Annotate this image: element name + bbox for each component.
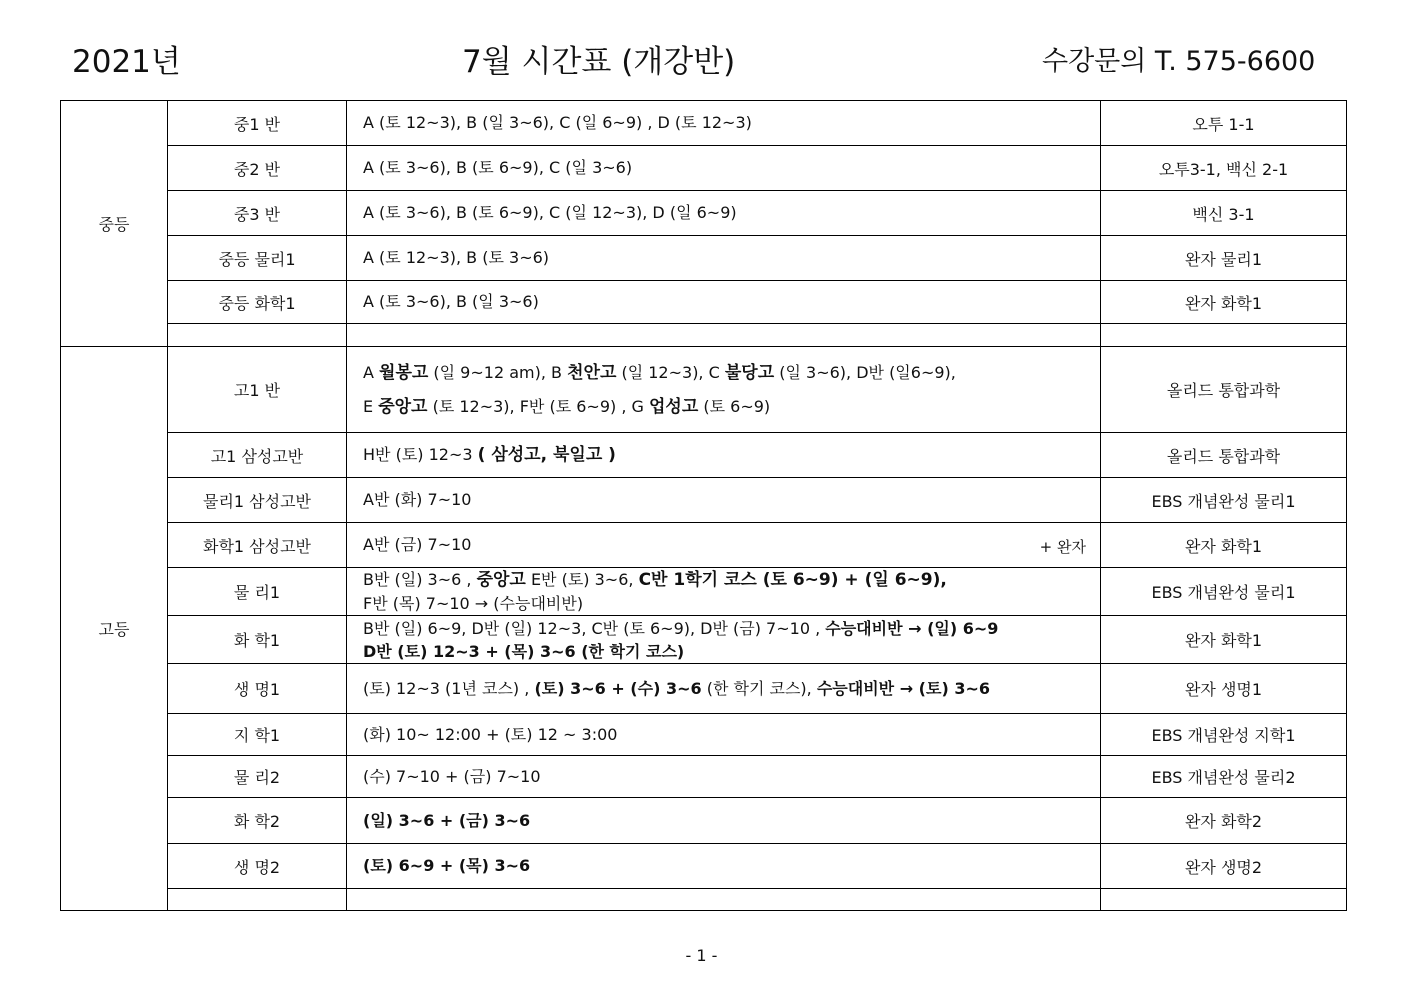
table-row (61, 101, 1347, 146)
textbook: 완자 화학1 (1101, 616, 1347, 664)
schedule: (화) 10~ 12:00 + (토) 12 ~ 3:00 (347, 714, 1101, 756)
class-name: 중등 물리1 (168, 236, 347, 281)
textbook: EBS 개념완성 물리1 (1101, 568, 1347, 616)
schedule (347, 523, 1101, 568)
textbook: 오투 1-1 (1101, 101, 1347, 146)
table-row (61, 616, 1347, 664)
textbook: 올리드 통합과학 (1101, 433, 1347, 478)
schedule-line: D반 (토) 12~3 + (목) 3~6 (한 학기 코스) (363, 641, 685, 661)
textbook: EBS 개념완성 물리1 (1101, 478, 1347, 523)
textbook: 완자 화학2 (1101, 798, 1347, 844)
empty-cell (1101, 324, 1347, 347)
section-middle: 중등 (61, 101, 168, 347)
class-name: 물 리2 (168, 756, 347, 798)
textbook: EBS 개념완성 지학1 (1101, 714, 1347, 756)
textbook: 백신 3-1 (1101, 191, 1347, 236)
schedule-line: B반 (일) 3~6 , 중앙고 E반 (토) 3~6, C반 1학기 코스 (토 6~9) + (일 6~9), (363, 570, 947, 590)
class-name: 물리1 삼성고반 (168, 478, 347, 523)
page-number: - 1 - (685, 946, 718, 965)
class-name: 화학1 삼성고반 (168, 523, 347, 568)
schedule: A (토 3~6), B (토 6~9), C (일 12~3), D (일 6~9) (347, 191, 1101, 236)
class-name: 화 학1 (168, 616, 347, 664)
textbook: 올리드 통합과학 (1101, 347, 1347, 433)
table-row (61, 347, 1347, 433)
class-name: 고1 반 (168, 347, 347, 433)
schedule (347, 568, 1101, 616)
table-row (61, 146, 1347, 191)
table-row (61, 523, 1347, 568)
schedule: H반 (토) 12~3 ( 삼성고, 북일고 ) (347, 433, 1101, 478)
schedule: A반 (화) 7~10 (347, 478, 1101, 523)
timetable (60, 100, 1347, 911)
schedule: (토) 6~9 + (목) 3~6 (347, 844, 1101, 889)
empty-cell (1101, 889, 1347, 911)
schedule: (토) 12~3 (1년 코스) , (토) 3~6 + (수) 3~6 (한 학기 코스), 수능대비반 → (토) 3~6 (347, 664, 1101, 714)
schedule: (수) 7~10 + (금) 7~10 (347, 756, 1101, 798)
class-name: 중2 반 (168, 146, 347, 191)
schedule: A (토 3~6), B (토 6~9), C (일 3~6) (347, 146, 1101, 191)
schedule-line: F반 (목) 7~10 → (수능대비반) (363, 594, 584, 613)
class-name: 고1 삼성고반 (168, 433, 347, 478)
schedule-text: A (토 12~3), B (토 3~6) (363, 248, 550, 267)
table-row (61, 798, 1347, 844)
extra-note: + 완자 (1039, 538, 1086, 556)
table-row (61, 478, 1347, 523)
schedule: A (토 12~3), B (일 3~6), C (일 6~9) , D (토 12~3) (347, 101, 1101, 146)
page-title: 7월 시간표 (개강반) (462, 44, 736, 80)
class-name: 생 명2 (168, 844, 347, 889)
table-row (61, 568, 1347, 616)
table-row (61, 281, 1347, 324)
textbook: 완자 화학1 (1101, 281, 1347, 324)
contact-phone: 수강문의 T. 575-6600 (1042, 46, 1316, 77)
table-row (61, 664, 1347, 714)
textbook: EBS 개념완성 물리2 (1101, 756, 1347, 798)
class-name: 화 학2 (168, 798, 347, 844)
schedule (347, 281, 1101, 324)
class-name: 중등 화학1 (168, 281, 347, 324)
schedule-text: A (토 3~6), B (일 3~6) (363, 292, 539, 311)
empty-row (61, 324, 1347, 347)
textbook: 완자 화학1 (1101, 523, 1347, 568)
section-high: 고등 (61, 347, 168, 911)
class-name: 물 리1 (168, 568, 347, 616)
table-row (61, 844, 1347, 889)
schedule-line: B반 (일) 6~9, D반 (일) 12~3, C반 (토 6~9), D반 (금) 7~10 , 수능대비반 → (일) 6~9 (363, 618, 999, 638)
class-name: 생 명1 (168, 664, 347, 714)
textbook: 완자 생명2 (1101, 844, 1347, 889)
schedule-text: A반 (금) 7~10 (363, 535, 472, 554)
empty-cell (168, 889, 347, 911)
schedule (347, 616, 1101, 664)
schedule-line: E 중앙고 (토 12~3), F반 (토 6~9) , G 업성고 (토 6~9) (363, 396, 771, 417)
class-name: 지 학1 (168, 714, 347, 756)
table-row (61, 433, 1347, 478)
table-row (61, 714, 1347, 756)
table-row (61, 191, 1347, 236)
class-name: 중1 반 (168, 101, 347, 146)
class-name: 중3 반 (168, 191, 347, 236)
empty-row (61, 889, 1347, 911)
table-row (61, 236, 1347, 281)
empty-cell (347, 889, 1101, 911)
schedule: (일) 3~6 + (금) 3~6 (347, 798, 1101, 844)
schedule-line: A 월봉고 (일 9~12 am), B 천안고 (일 12~3), C 불당고 (일 3~6), D반 (일6~9), (363, 362, 956, 383)
empty-cell (168, 324, 347, 347)
schedule (347, 347, 1101, 433)
empty-cell (347, 324, 1101, 347)
year-label: 2021년 (72, 44, 181, 80)
table-row (61, 756, 1347, 798)
schedule (347, 236, 1101, 281)
textbook: 완자 물리1 (1101, 236, 1347, 281)
textbook: 완자 생명1 (1101, 664, 1347, 714)
textbook: 오투3-1, 백신 2-1 (1101, 146, 1347, 191)
